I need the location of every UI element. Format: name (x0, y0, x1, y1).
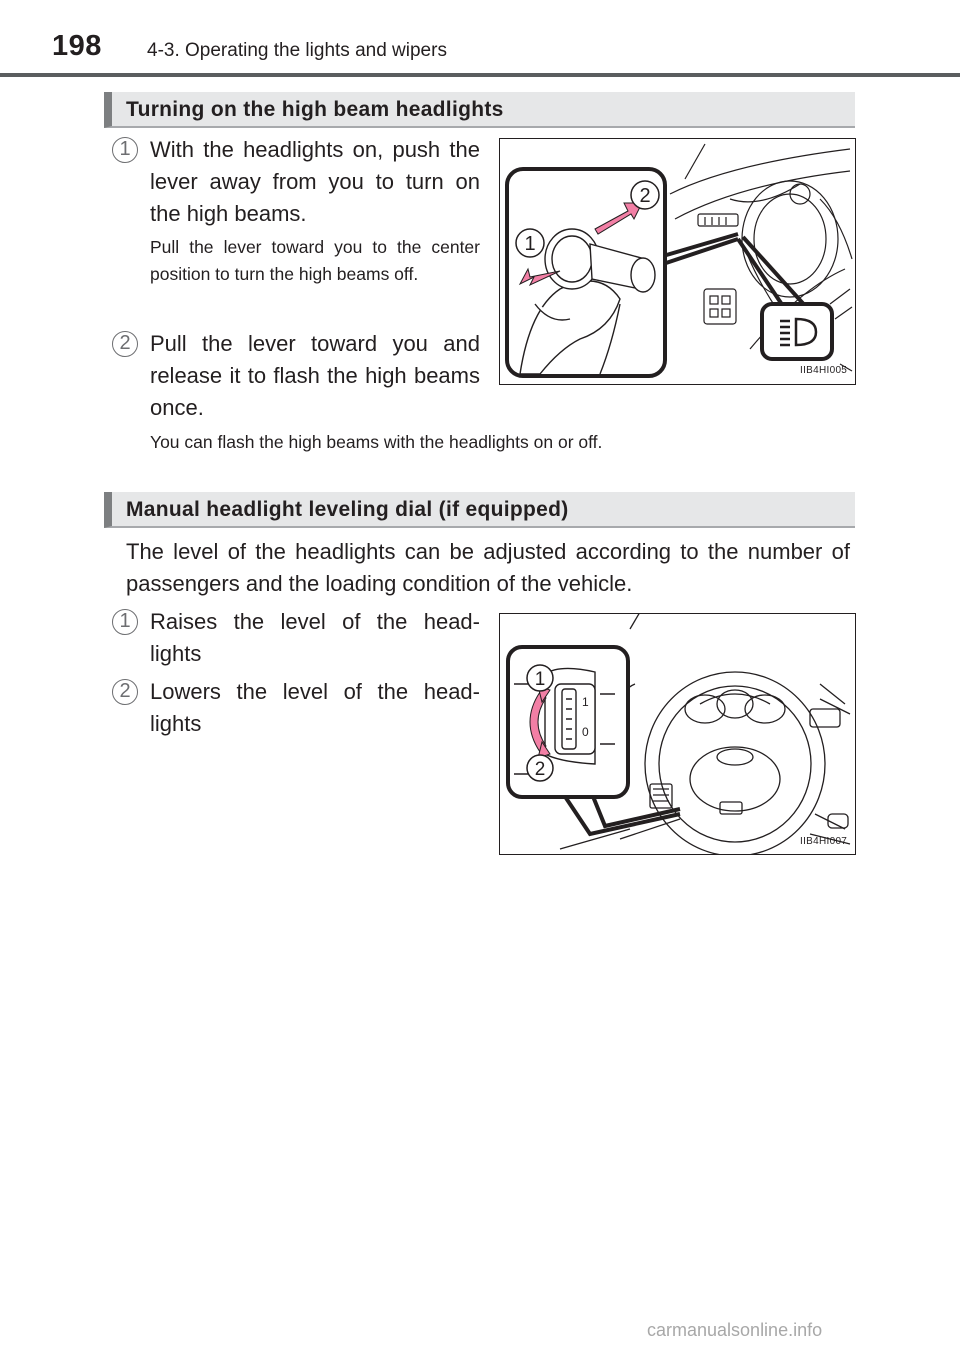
step-text-flash-high-beams: Pull the lever toward you and release it to flash the high beams once. (150, 331, 480, 420)
figure-code: IIB4HI007 (800, 836, 848, 847)
step-number-1: 1 (112, 137, 138, 163)
callout-2: 2 (534, 759, 546, 780)
header-divider (0, 73, 960, 77)
callout-2: 2 (639, 185, 651, 207)
page-number: 198 (52, 30, 102, 62)
section-title: 4-3. Operating the lights and wipers (147, 40, 447, 61)
callout-1: 1 (524, 233, 536, 255)
step-number-1: 1 (112, 609, 138, 635)
figure-leveling-dial (499, 613, 856, 855)
leveling-dial-illustration (500, 614, 855, 854)
step-text-push-lever: With the headlights on, push the lever away from you to turn on the high beams. (150, 137, 480, 226)
figure-code: IIB4HI005 (800, 365, 848, 376)
step-number-2: 2 (112, 679, 138, 705)
note-flash-anytime: You can flash the high beams with the headlights on or off. (150, 432, 603, 452)
section-heading-leveling-dial (104, 492, 855, 528)
step-text-lower-level: Lowers the level of the head-lights (150, 679, 480, 736)
page-header (0, 0, 960, 78)
note-turn-off-high-beams: Pull the lever toward you to the center position to turn the high beams off. (150, 237, 480, 284)
footer-watermark[interactable]: carmanualsonline.info (647, 1320, 823, 1340)
svg-text:0: 0 (582, 725, 589, 739)
section-heading-text: Turning on the high beam headlights (126, 98, 504, 121)
section-heading-high-beam (104, 92, 855, 128)
figure-high-beam-lever (499, 138, 856, 385)
step-text-raise-level: Raises the level of the head-lights (150, 609, 480, 666)
headlight-lever-illustration (500, 139, 855, 384)
step-number-2: 2 (112, 331, 138, 357)
svg-text:1: 1 (582, 695, 589, 709)
section-heading-text: Manual headlight leveling dial (if equipped) (126, 498, 569, 521)
callout-1: 1 (534, 669, 546, 690)
intro-paragraph: The level of the headlights can be adjusted according to the number of passengers and the loading condition of the vehicle. (126, 539, 850, 596)
